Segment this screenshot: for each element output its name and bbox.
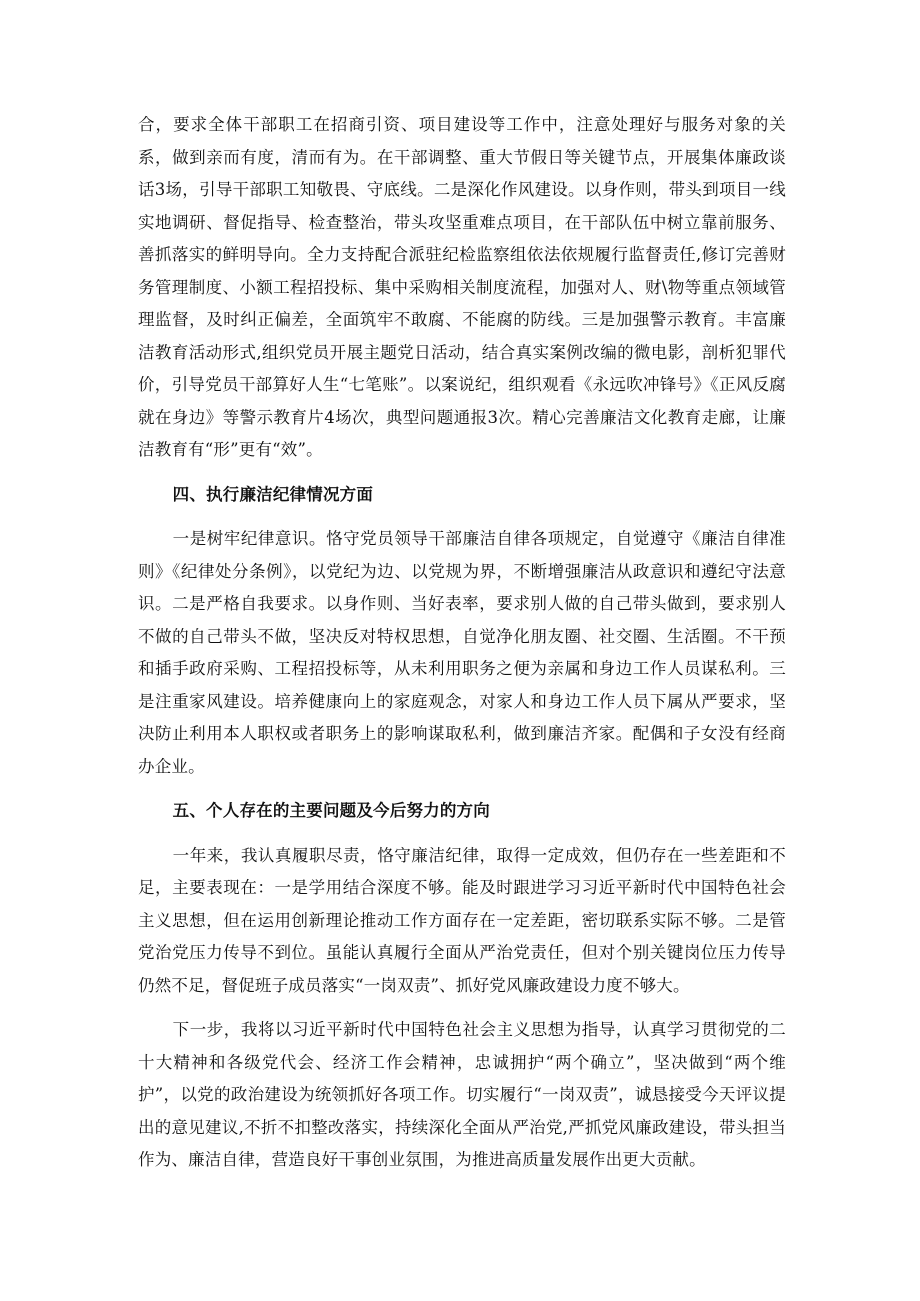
document-body bbox=[138, 109, 786, 1177]
paragraph-discipline: 一是树牢纪律意识。恪守党员领导干部廉洁自律各项规定，自觉遵守《廉洁自律准则》《纪律处分条例》，以党纪为边、以党规为界，不断增强廉洁从政意识和遵纪守法意识。二是严格自我要求。以身作则、当好表率，要求别人做的自己带头做到，要求别人不做的自己带头不做，坚决反对特权思想，自觉净化朋友圈、社交圈、生活圈。不干预和插手政府采购、工程招投标等，从未利用职务之便为亲属和身边工作人员谋私利。三是注重家风建设。培养健康向上的家庭观念，对家人和身边工作人员下属从严要求，坚决防止利用本人职权或者职务上的影响谋取私利，做到廉洁齐家。配偶和子女没有经商办企业。 bbox=[138, 529, 786, 776]
section-heading-5: 五、个人存在的主要问题及今后努力的方向 bbox=[172, 801, 490, 820]
paragraph-continuation: 合，要求全体干部职工在招商引资、项目建设等工作中，注意处理好与服务对象的关系，做到亲而有度，清而有为。在干部调整、重大节假日等关键节点，开展集体廉政谈话3场，引导干部职工知敬畏、守底线。二是深化作风建设。以身作则，带头到项目一线实地调研、督促指导、检查整治，带头攻坚重难点项目，在干部队伍中树立靠前服务、善抓落实的鲜明导向。全力支持配合派驻纪检监察组依法依规履行监督责任,修订完善财务管理制度、小额工程招投标、集中采购相关制度流程，加强对人、财\物等重点领域管理监督，及时纠正偏差，全面筑牢不敢腐、不能腐的防线。三是加强警示教育。丰富廉洁教育活动形式,组织党员开展主题党日活动，结合真实案例改编的微电影，剖析犯罪代价，引导党员干部算好人生“七笔账”。以案说纪，组织观看《永远吹冲锋号》《正风反腐就在身边》等警示教育片4场次，典型问题通报3次。精心完善廉洁文化教育走廊，让廉洁教育有“形”更有“效”。 bbox=[138, 115, 786, 459]
paragraph-next-steps: 下一步，我将以习近平新时代中国特色社会主义思想为指导，认真学习贯彻党的二十大精神和各级党代会、经济工作会精神，忠诚拥护“两个确立”，坚决做到“两个维护”，以党的政治建设为统领抓好各项工作。切实履行“一岗双责”，诚恳接受今天评议提出的意见建议,不折不扣整改落实，持续深化全面从严治党,严抓党风廉政建设，带头担当作为、廉洁自律，营造良好干事创业氛围，为推进高质量发展作出更大贡献。 bbox=[138, 1020, 786, 1169]
paragraph-problems: 一年来，我认真履职尽责，恪守廉洁纪律，取得一定成效，但仍存在一些差距和不足，主要表现在：一是学用结合深度不够。能及时跟进学习习近平新时代中国特色社会主义思想，但在运用创新理论推动工作方面存在一定差距，密切联系实际不够。二是管党治党压力传导不到位。虽能认真履行全面从严治党责任，但对个别关键岗位压力传导仍然不足，督促班子成员落实“一岗双责”、抓好党风廉政建设力度不够大。 bbox=[138, 845, 786, 995]
section-heading-4: 四、执行廉洁纪律情况方面 bbox=[172, 484, 374, 504]
